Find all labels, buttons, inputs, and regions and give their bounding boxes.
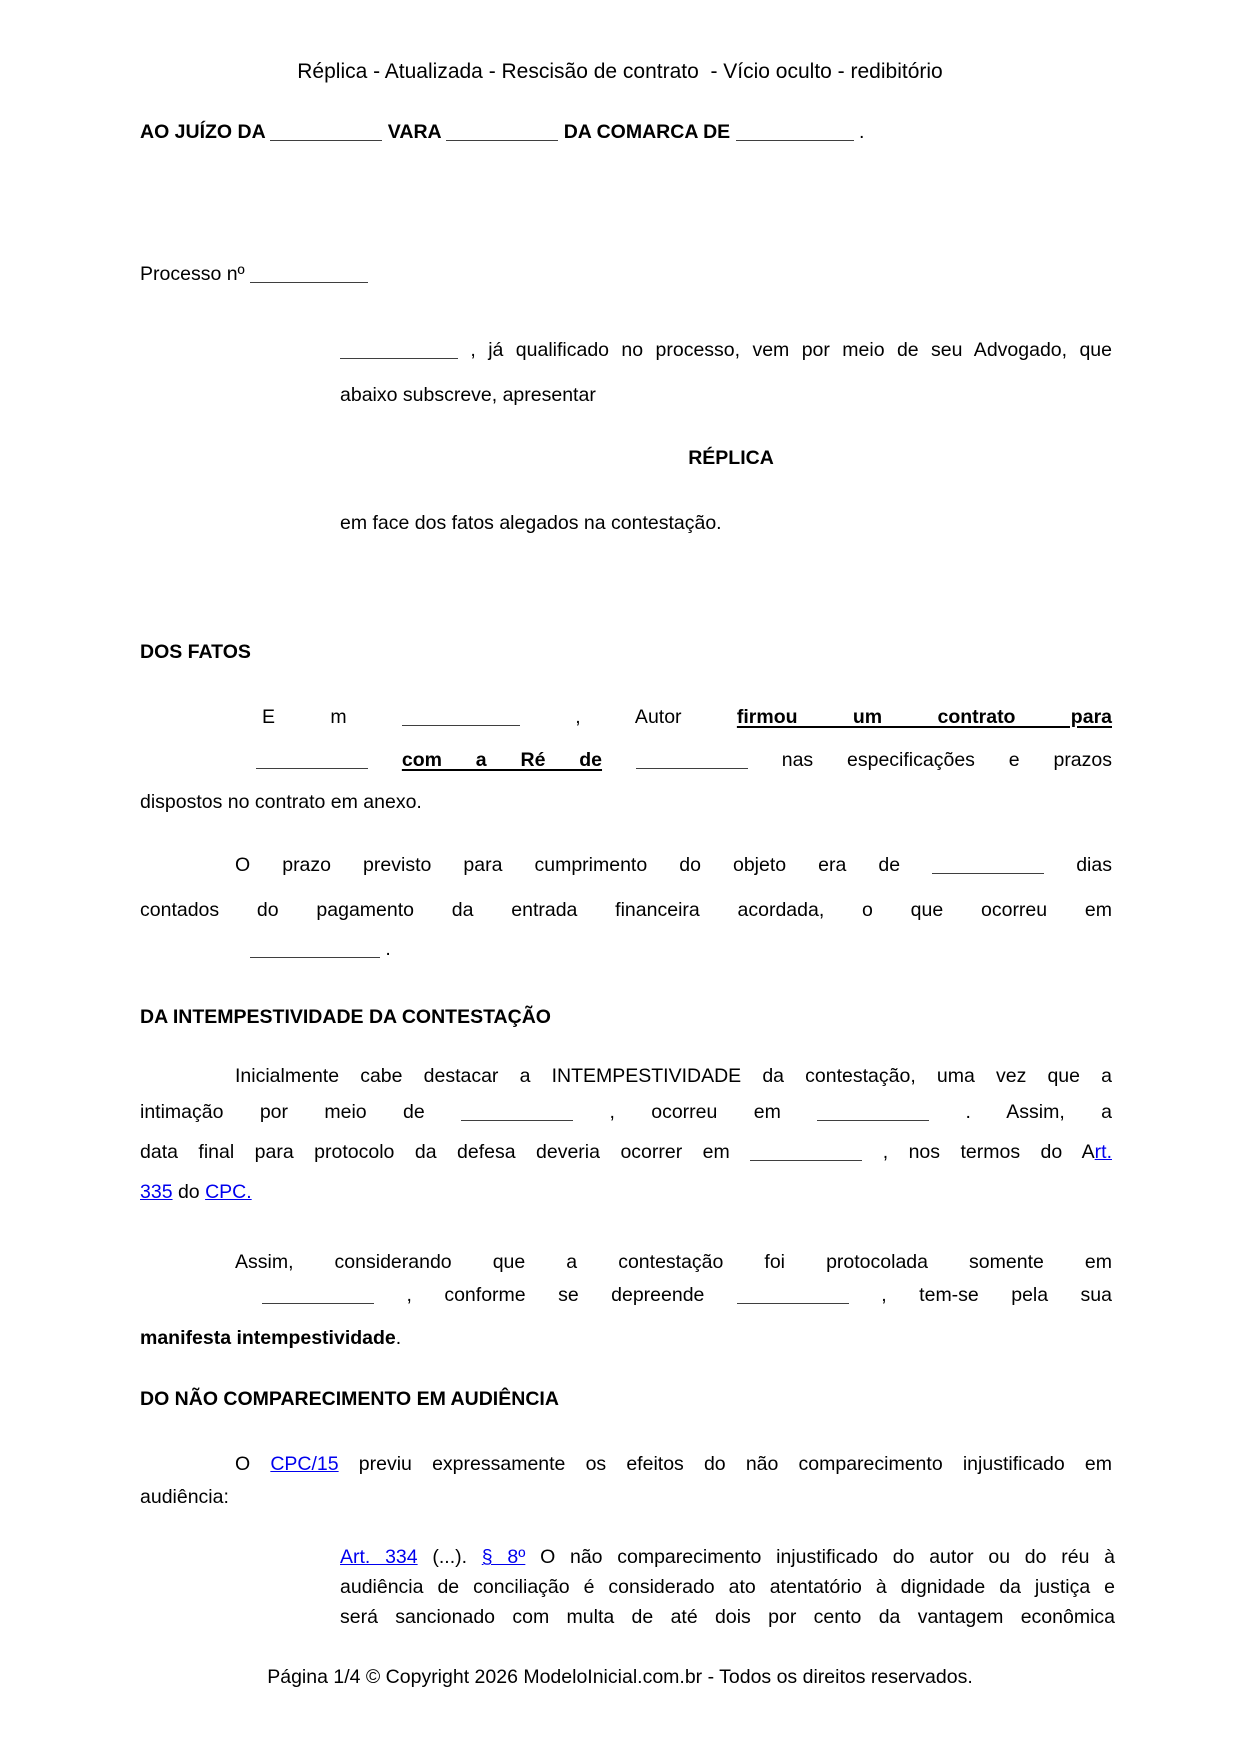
text-run: DO NÃO COMPARECIMENTO EM AUDIÊNCIA	[140, 1388, 559, 1410]
inline-link[interactable]: Art. 334	[340, 1546, 418, 1568]
section-heading-intempestividade	[140, 1005, 1112, 1030]
text-run: intimação por meio de	[140, 1101, 462, 1123]
text-run: firmou um contrato para	[736, 706, 1112, 728]
protocolada-paragraph-line	[235, 1250, 1112, 1275]
deadline-paragraph-line	[250, 937, 1112, 962]
process-number-line	[140, 262, 1112, 287]
intempestividade-paragraph-line	[140, 1100, 1112, 1125]
blank-field	[250, 280, 368, 283]
blank-field	[750, 1158, 862, 1161]
text-run: manifesta intempestividade	[140, 1327, 396, 1349]
text-run: abaixo subscreve, apresentar	[340, 384, 596, 406]
intro-paragraph-line	[340, 338, 1112, 363]
text-run: , Autor	[519, 706, 737, 728]
section-heading-audiencia	[140, 1387, 1112, 1412]
law-quote-line	[340, 1545, 1115, 1570]
text-run: O não comparecimento injustificado do autor ou do réu à	[525, 1546, 1116, 1568]
blank-field	[817, 1118, 929, 1121]
text-run: , conforme se depreende	[374, 1284, 737, 1306]
text-run: Processo nº	[140, 263, 251, 285]
text-run: em face dos fatos alegados na contestação.	[340, 512, 722, 534]
text-run: , tem-se pela sua	[848, 1284, 1112, 1306]
text-run: DA INTEMPESTIVIDADE DA CONTESTAÇÃO	[140, 1006, 551, 1028]
text-run: dispostos no contrato em anexo.	[140, 791, 422, 813]
text-run: dias	[1044, 854, 1112, 876]
inline-link[interactable]: CPC.	[205, 1181, 252, 1203]
inline-link[interactable]: 335	[140, 1181, 173, 1203]
text-run: O prazo previsto para cumprimento do objeto era de	[235, 854, 933, 876]
blank-field	[737, 1301, 849, 1304]
protocolada-paragraph-line	[262, 1283, 1112, 1308]
text-run: será sancionado com multa de até dois por cento da vantagem econômica	[340, 1606, 1115, 1628]
document-title: Réplica - Atualizada - Rescisão de contrato - Vício oculto - redibitório	[297, 60, 943, 83]
text-run: , ocorreu em	[573, 1101, 818, 1123]
text-run: E m	[262, 706, 402, 728]
deadline-paragraph-line	[140, 898, 1112, 923]
deadline-paragraph-line	[235, 853, 1112, 878]
page-footer: Página 1/4 © Copyright 2026 ModeloInicial.com.br - Todos os direitos reservados.	[267, 1666, 973, 1688]
blank-field	[250, 955, 380, 958]
facts-paragraph-line	[140, 790, 1112, 815]
text-run: O	[235, 1453, 271, 1475]
blank-field	[461, 1118, 573, 1121]
facts-paragraph-line	[262, 705, 1112, 730]
text-run: . Assim, a	[929, 1101, 1112, 1123]
text-run: VARA	[387, 121, 447, 143]
text-run: data final para protocolo da defesa deveria ocorrer em	[140, 1141, 751, 1163]
text-run: AO JUÍZO DA	[140, 121, 271, 143]
replica-heading	[140, 446, 1217, 471]
audiencia-paragraph-line	[235, 1452, 1112, 1477]
replica-subtitle-line	[340, 511, 1112, 536]
text-run: DOS FATOS	[140, 641, 251, 663]
court-address-line	[140, 120, 1112, 145]
text-run: audiência:	[140, 1486, 229, 1508]
text-run: RÉPLICA	[688, 447, 774, 469]
text-run: DA COMARCA DE	[563, 121, 736, 143]
facts-paragraph-line	[256, 748, 1112, 773]
law-quote-line	[340, 1605, 1115, 1630]
text-run: .	[380, 938, 391, 960]
blank-field	[262, 1301, 374, 1304]
intempestividade-paragraph-line	[140, 1180, 1112, 1205]
text-run	[602, 749, 636, 771]
text-run: Assim, considerando que a contestação foi protocolada somente em	[235, 1251, 1112, 1273]
text-run	[368, 749, 402, 771]
text-run: .	[395, 1327, 402, 1349]
law-quote-line	[340, 1575, 1115, 1600]
intempestividade-paragraph-line	[235, 1064, 1112, 1089]
text-run: Inicialmente cabe destacar a INTEMPESTIVIDADE da contestação, uma vez que a	[235, 1065, 1112, 1087]
intempestividade-paragraph-line	[140, 1140, 1112, 1165]
inline-link[interactable]: § 8º	[481, 1546, 526, 1568]
blank-field	[340, 356, 458, 359]
blank-field	[446, 138, 558, 141]
blank-field	[256, 766, 368, 769]
text-run: nas especificações e prazos	[747, 749, 1112, 771]
text-run: previu expressamente os efeitos do não comparecimento injustificado em	[338, 1453, 1112, 1475]
inline-link[interactable]: rt.	[1094, 1141, 1112, 1163]
blank-field	[636, 766, 748, 769]
text-run: audiência de conciliação é considerado ato atentatório à dignidade da justiça e	[340, 1576, 1115, 1598]
text-run: do	[172, 1181, 206, 1203]
blank-field	[270, 138, 382, 141]
blank-field	[932, 871, 1044, 874]
text-run: contados do pagamento da entrada financeira acordada, o que ocorreu em	[140, 899, 1112, 921]
text-run: com a Ré de	[401, 749, 603, 771]
audiencia-paragraph-line	[140, 1485, 1112, 1510]
text-run: , já qualificado no processo, vem por meio de seu Advogado, que	[458, 339, 1112, 361]
protocolada-paragraph-line	[140, 1326, 1112, 1351]
blank-field	[402, 723, 520, 726]
section-heading-dos-fatos	[140, 640, 1112, 665]
blank-field	[736, 138, 854, 141]
text-run: , nos termos do A	[862, 1141, 1095, 1163]
inline-link[interactable]: CPC/15	[270, 1453, 339, 1475]
intro-paragraph-line	[340, 383, 1112, 408]
text-run: (...).	[417, 1546, 482, 1568]
text-run: .	[853, 121, 865, 143]
